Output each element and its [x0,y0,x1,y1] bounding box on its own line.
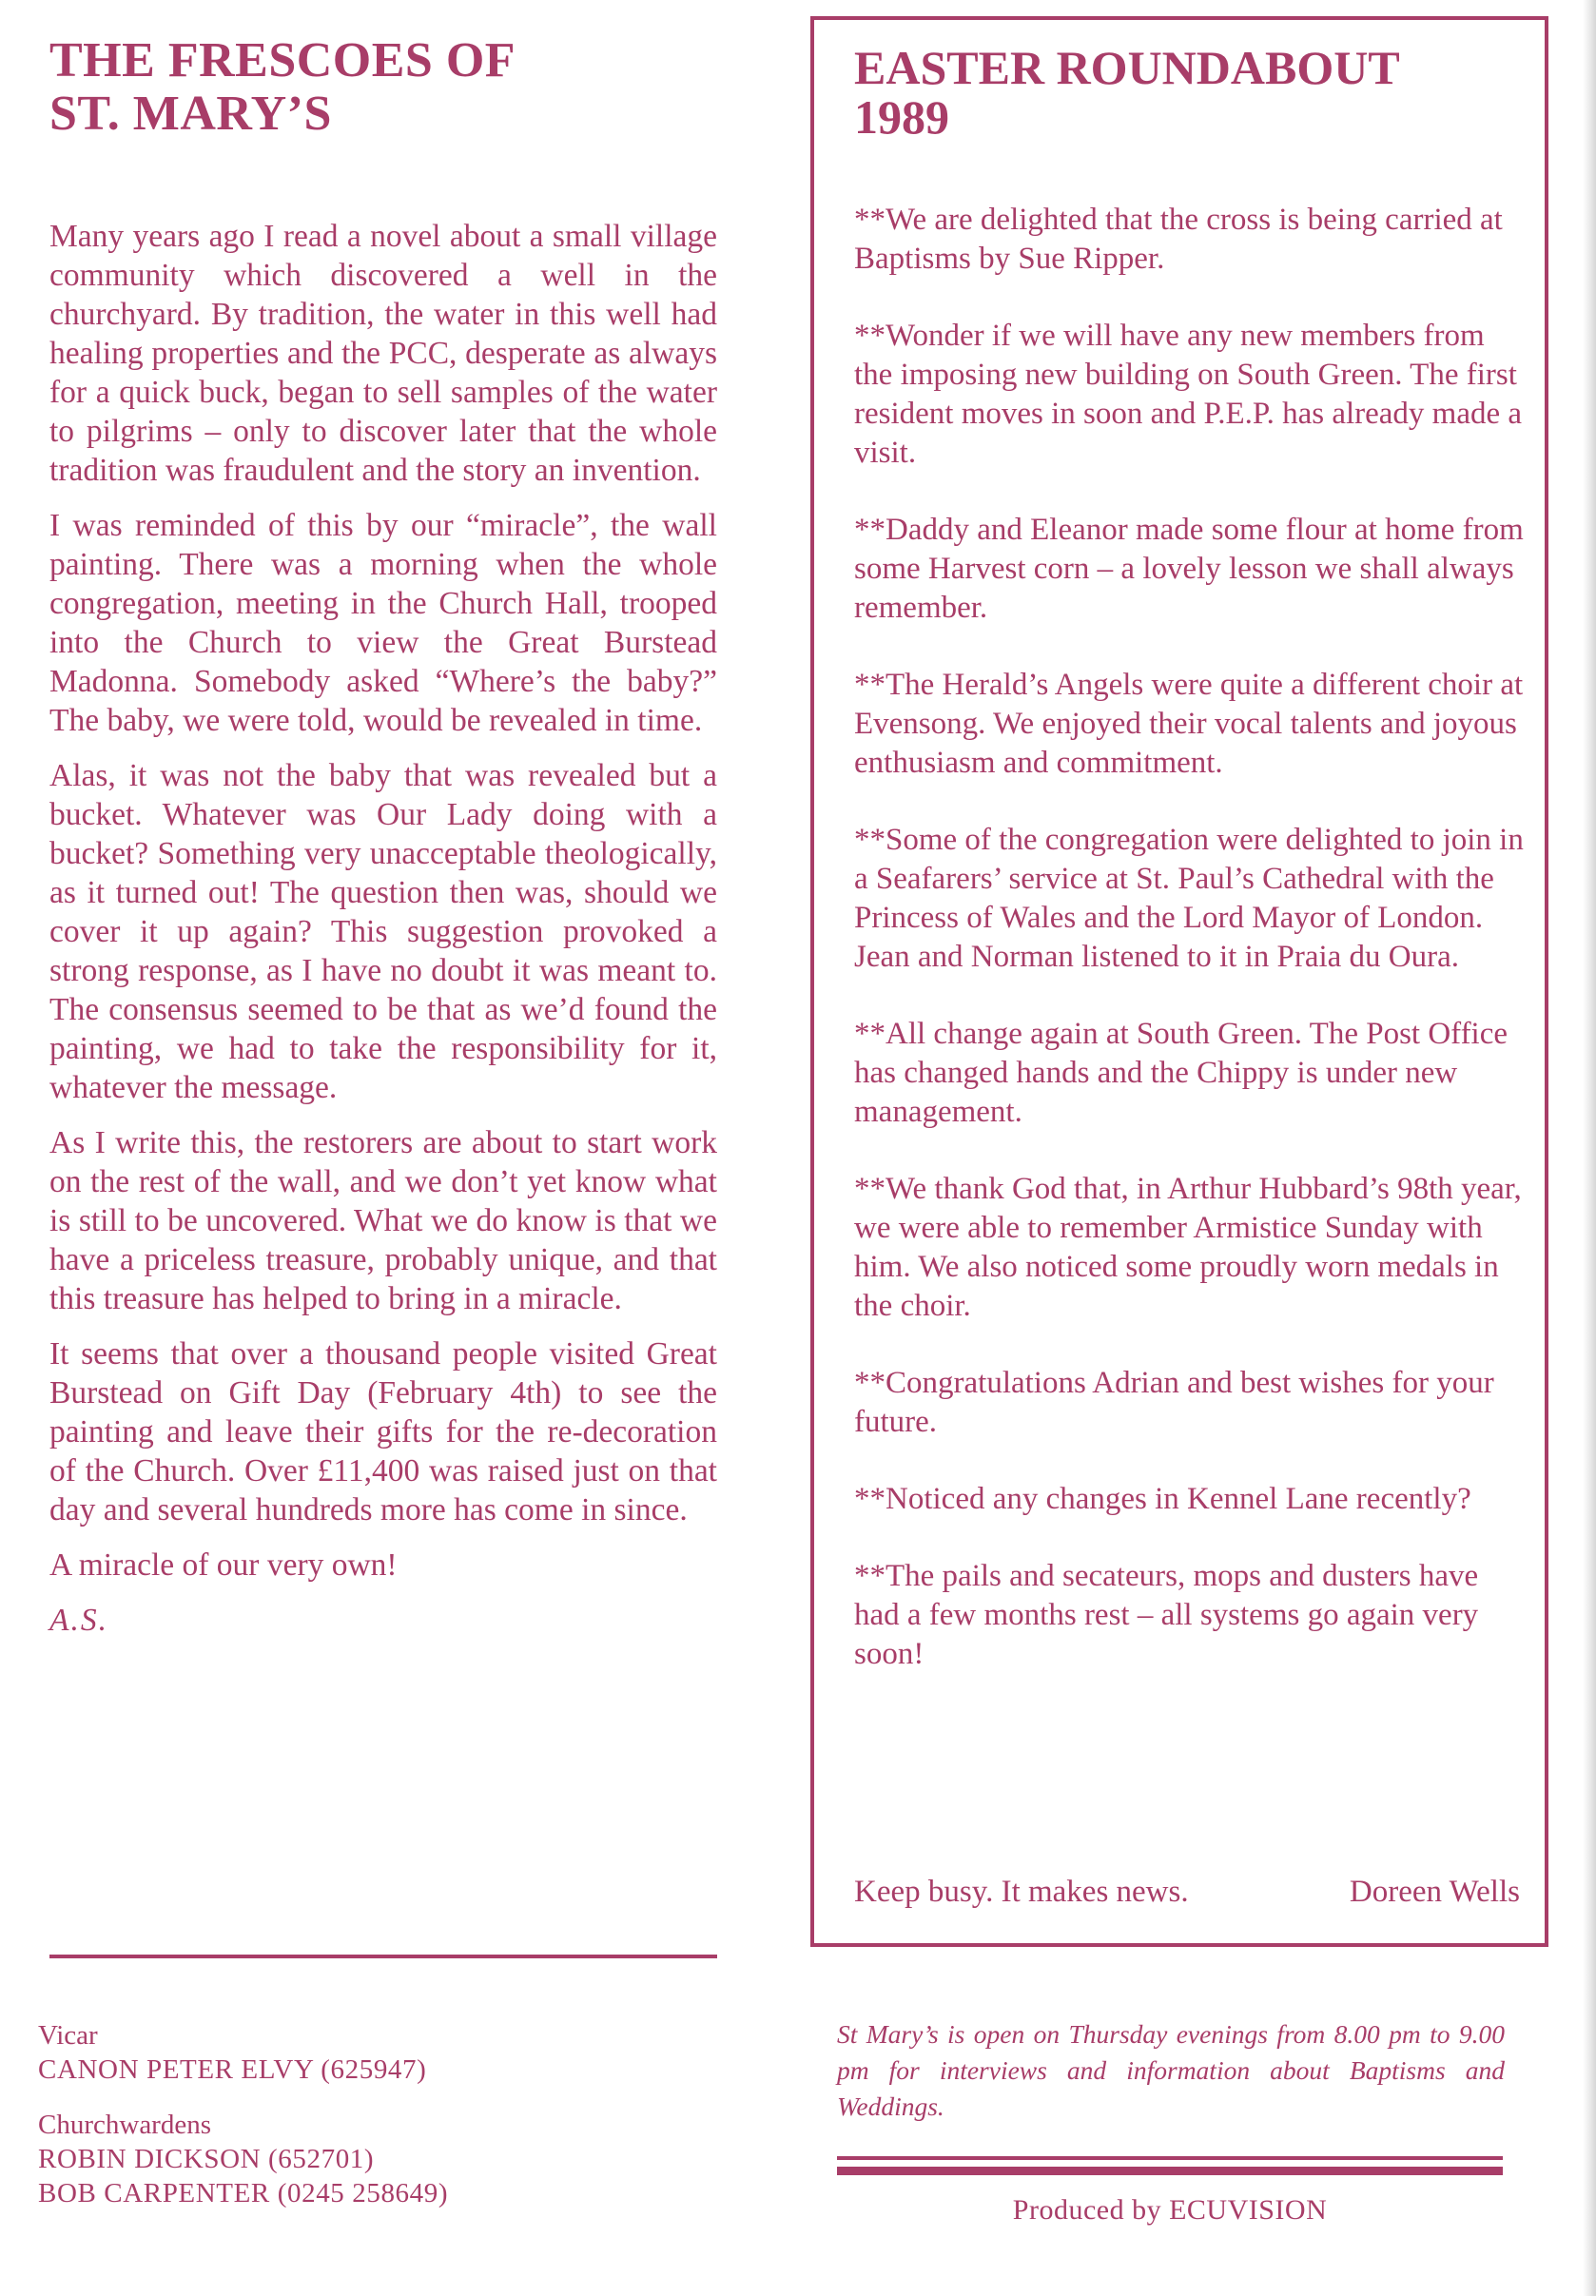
news-item: **All change again at South Green. The Post Office has changed hands and the Chippy is under new management. [854,1017,1508,1129]
news-item: **Some of the congregation were delighted to join in a Seafarers’ service at St. Paul’s Cathedral with the Princess of Wales and the Lord Mayor of London. Jean and Norman listened to it in Praia du Oura. [854,823,1524,974]
page-edge-shadow [1583,0,1596,2296]
frescoes-title [49,34,717,141]
news-item: **Wonder if we will have any new members from the imposing new building on South Green. The first resident moves in soon and P.E.P. has already made a visit. [854,319,1523,470]
vicar-label: Vicar [38,2020,98,2051]
left-divider [49,1955,717,1958]
news-items [854,201,1529,1712]
churchwardens-label: Churchwardens [38,2110,212,2140]
opening-hours-note: St Mary’s is open on Thursday evenings from 8.00 pm to 9.00 pm for interviews and information about Baptisms and Weddings. [837,2019,1505,2121]
vicar-block [38,2018,704,2087]
roundabout-closing: Keep busy. It makes news. [854,1875,1189,1909]
double-rule-top [837,2156,1503,2160]
vicar-name: CANON PETER ELVY [38,2054,314,2085]
news-item: **Noticed any changes in Kennel Lane recently? [854,1482,1471,1516]
warden-name: BOB CARPENTER [38,2178,270,2208]
warden-phone: (652701) [268,2144,375,2174]
frescoes-paragraph: I was reminded of this by our “miracle”, the wall painting. There was a morning when the whole congregation, meeting in the Church Hall, trooped into the Church to view the Great Burstead Madonna. Somebody asked “Where’s the baby?” The baby, we were told, would be revealed in time. [49,508,717,738]
frescoes-paragraph: Alas, it was not the baby that was revealed but a bucket. Whatever was Our Lady doing with a bucket? Something very unacceptable theologically, as it turned out! The question then was, should we cover it up again? This suggestion provoked a strong response, as I have no doubt it was meant to. The consensus seemed to be that as we’d found the painting, we had to take the responsibility for it, whatever the message. [49,758,717,1105]
frescoes-signature: A.S. [49,1603,108,1638]
vicar-phone: (625947) [321,2054,427,2085]
warden-entry [38,2142,704,2176]
double-rule-bottom [837,2167,1503,2175]
frescoes-paragraph: A miracle of our very own! [49,1547,398,1583]
news-item: **The Herald’s Angels were quite a different choir at Evensong. We enjoyed their vocal talents and joyous enthusiasm and commitment. [854,668,1524,780]
news-item: **We thank God that, in Arthur Hubbard’s 98th year, we were able to remember Armistice Sunday with him. We also noticed some proudly worn medals in the choir. [854,1172,1522,1323]
news-item: **We are delighted that the cross is being carried at Baptisms by Sue Ripper. [854,203,1503,276]
churchwardens-block [38,2108,704,2210]
frescoes-paragraph: As I write this, the restorers are about to start work on the rest of the wall, and we don’t yet know what is still to be uncovered. What we do know is that we have a priceless treasure, probably unique, and that this treasure has helped to bring in a miracle. [49,1125,717,1316]
news-item: **The pails and secateurs, mops and dusters have had a few months rest – all systems go again very soon! [854,1559,1479,1671]
warden-phone: (0245 258649) [277,2178,449,2208]
church-officers [38,2018,704,2231]
frescoes-article [49,34,717,1656]
frescoes-title-line1: THE FRESCOES OF [49,33,516,88]
easter-roundabout-box [810,16,1548,1947]
roundabout-signoff [854,1873,1520,1912]
warden-entry [38,2176,704,2210]
producer-credit: Produced by ECUVISION [1012,2194,1328,2226]
frescoes-body [49,217,717,1640]
news-item: **Daddy and Eleanor made some flour at home from some Harvest corn – a lovely lesson we shall always remember. [854,513,1524,625]
vicar-entry [38,2053,704,2087]
frescoes-paragraph: It seems that over a thousand people visited Great Burstead on Gift Day (February 4th) to see the painting and leave their gifts for the re-decoration of the Church. Over £11,400 was raised just on that day and several hundreds more has come in since. [49,1336,717,1527]
roundabout-title-line1: EASTER ROUNDABOUT [854,41,1400,94]
roundabout-author: Doreen Wells [1349,1875,1520,1909]
frescoes-paragraph: Many years ago I read a novel about a small village community which discovered a well in the churchyard. By tradition, the water in this well had healing properties and the PCC, desperate as always for a quick buck, began to sell samples of the water to pilgrims – only to discover later that the whole tradition was fraudulent and the story an invention. [49,219,717,488]
warden-name: ROBIN DICKSON [38,2144,262,2174]
frescoes-title-line2: ST. MARY’S [49,87,332,141]
roundabout-title [854,43,1520,142]
news-item: **Congratulations Adrian and best wishes for your future. [854,1366,1494,1439]
roundabout-title-line2: 1989 [854,90,949,144]
